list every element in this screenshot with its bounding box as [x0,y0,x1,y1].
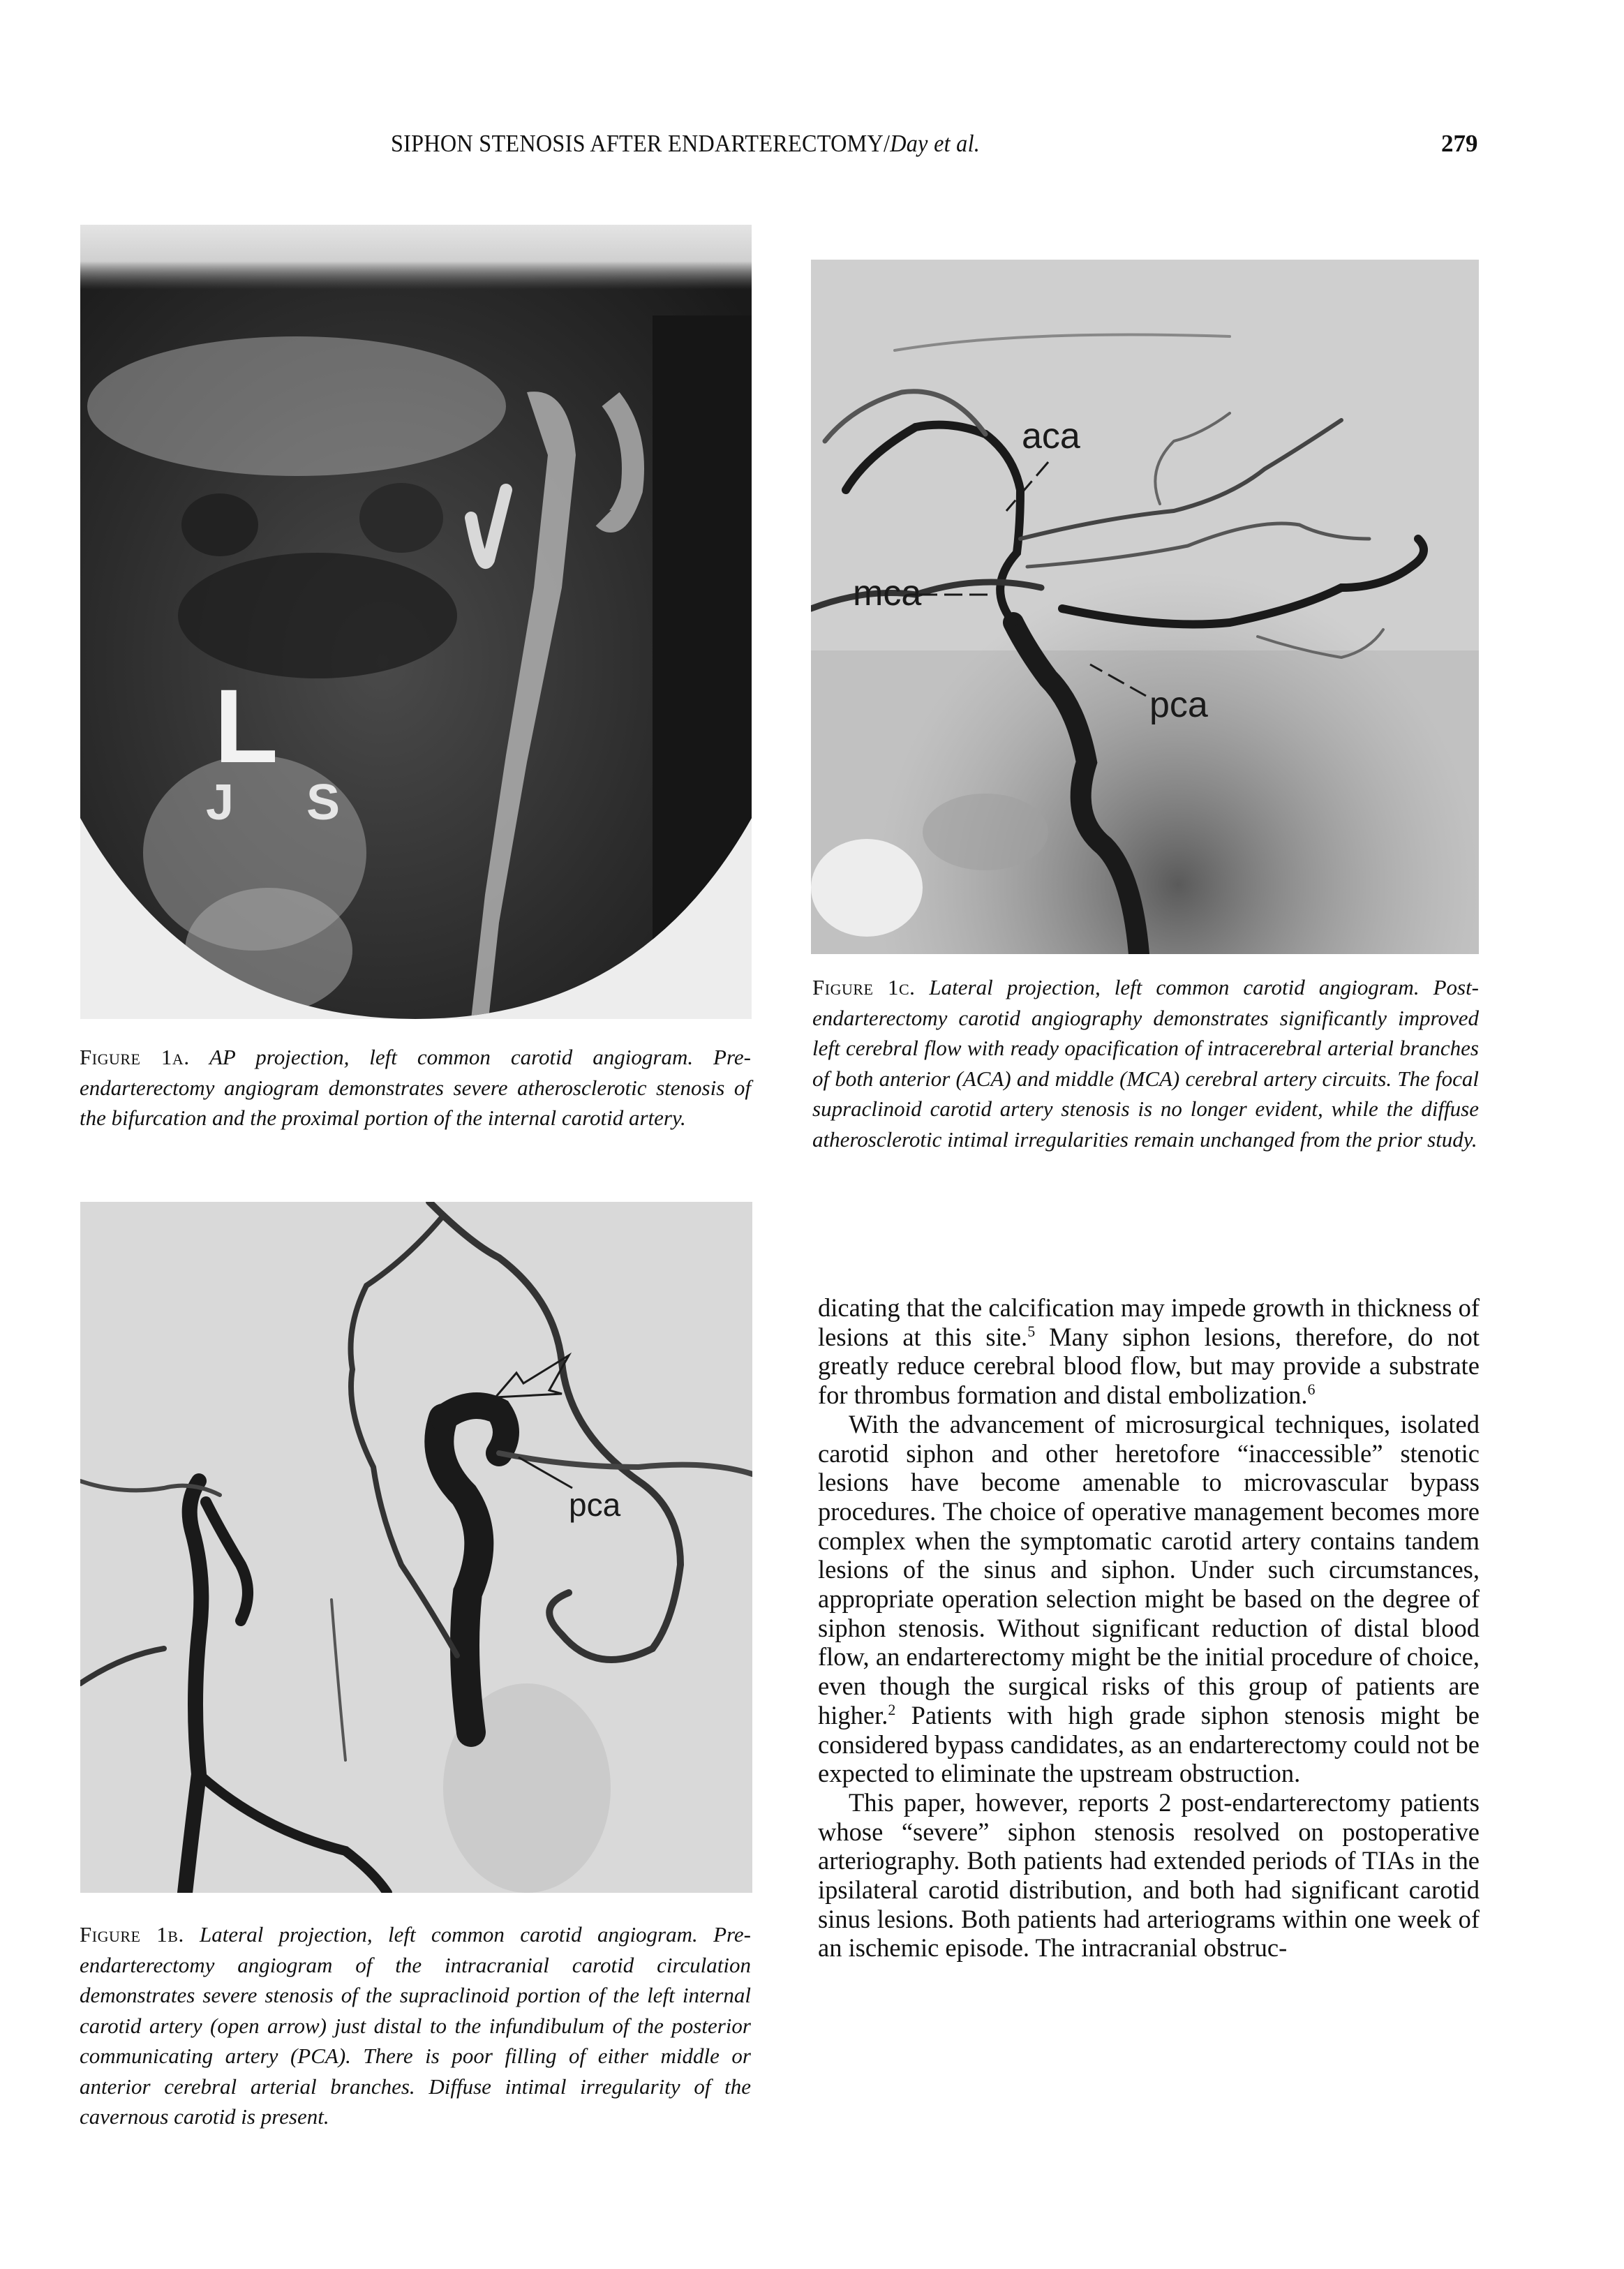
figure-1c-caption [812,972,1479,1154]
citation-superscript: 6 [1307,1380,1316,1398]
figure-1a-image [80,225,752,1019]
figure-1c-label-aca: aca [1022,416,1080,456]
running-head [391,130,980,158]
figure-1a-caption-text: AP projection, left common carotid angiogram. Pre-endarterectomy angiogram demonstrates severe atherosclerotic stenosis of the bifurcation and the proximal portion of the internal carotid artery. [80,1045,751,1130]
citation-superscript: 5 [1027,1322,1036,1340]
body-text-segment: Patients with high grade siphon stenosis might be considered bypass candidates, as an endarterectomy could not be expected to eliminate the upstream obstruction. [818,1700,1480,1788]
figure-1a-label: Figure 1a. [80,1045,190,1069]
figure-1b-label: Figure 1b. [80,1922,184,1947]
figure-1c-caption-text: Lateral projection, left common carotid angiogram. Post-endarterectomy carotid angiography demonstrates significantly improved left cerebral flow with ready opacification of intracerebral arterial branches of both anterior (ACA) and middle (MCA) cerebral artery circuits. The focal supraclinoid carotid artery stenosis is no longer evident, while the diffuse atherosclerotic intimal irregularities remain unchanged from the prior study. [812,975,1480,1152]
figure-1b-caption-text: Lateral projection, left common carotid angiogram. Pre-endarterectomy angiogram of the intracranial carotid circulation demonstrates severe stenosis of the supraclinoid portion of the left internal carotid artery (open arrow) just distal to the infundibulum of the posterior communicating artery (PCA). There is poor filling of either middle or anterior cerebral arterial branches. Diffuse intimal irregularity of the cavernous carotid is present. [80,1922,752,2129]
figure-1a-caption [80,1042,751,1133]
body-paragraph [818,1788,1480,1963]
page-number: 279 [1441,130,1478,157]
figure-1c-image [811,260,1479,954]
body-paragraph [818,1410,1480,1788]
figure-1a-side-marker [214,667,278,784]
body-text-segment: Many siphon lesions, therefore, do not greatly reduce cerebral blood flow, but may provide a substrate for thrombus formation and distal embolization. [818,1322,1480,1410]
figure-1b-label-pca: pca [569,1487,621,1523]
body-text-segment: With the advancement of microsurgical techniques, isolated carotid siphon and other heretofore “inaccessible” stenotic lesions have become amenable to microvascular bypass procedures. The choice of operative management becomes more complex when the symptomatic carotid artery contains tandem lesions of the sinus and siphon. Under such circumstances, appropriate operation selection might be based on the degree of siphon stenosis. Without significant reduction of distal blood flow, an endarterectomy might be the initial procedure of choice, even though the surgical risks of this group of patients are higher. [818,1409,1480,1729]
body-text-segment: This paper, however, reports 2 post-endarterectomy patients whose “severe” siphon stenosis resolved on postoperative arteriography. Both patients had extended periods of TIAs in the ipsilateral carotid distribution, and both had significant carotid sinus lesions. Both patients had arteriograms within one week of an ischemic episode. The intracranial obstruc- [818,1787,1480,1963]
figure-1a-initials: J S [206,775,370,831]
figure-1b-image [80,1202,752,1893]
body-text-segment: dicating that the calcification may impede growth in thickness of lesions at this site. [818,1293,1480,1351]
svg-text:L: L [214,667,278,784]
body-paragraph [818,1293,1480,1410]
figure-1c-label-pca: pca [1149,685,1208,725]
running-title: SIPHON STENOSIS AFTER ENDARTERECTOMY/ [391,130,891,157]
figure-1c-label: Figure 1c. [812,975,916,999]
figure-1b-caption [80,1919,751,2132]
figure-1c-label-mca: mca [853,573,922,613]
running-authors: Day et al. [890,130,981,157]
citation-superscript: 2 [888,1700,896,1718]
body-text-column [818,1293,1480,1963]
